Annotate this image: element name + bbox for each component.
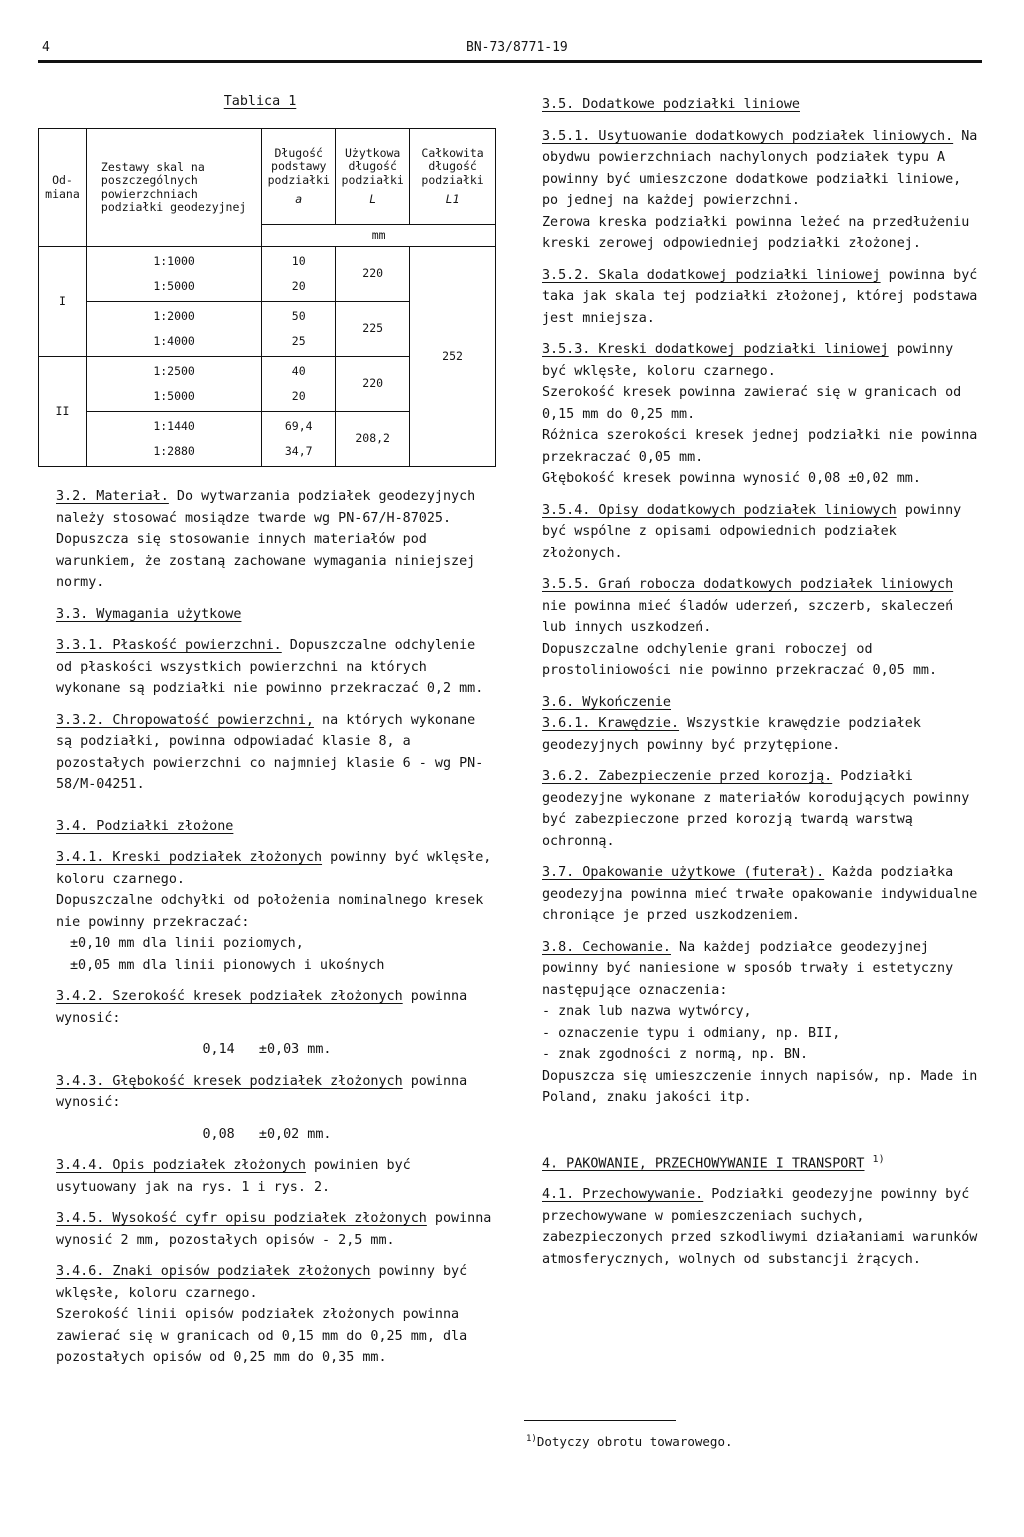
header-unit: mm (262, 225, 496, 247)
section-3-2: 3.2. Materiał. Do wytwarzania podziałek geodezyjnych należy stosować mosiądze twarde wg PN-67/H-87025. (56, 489, 476, 526)
odmiana-II: II (39, 357, 87, 467)
L1-value: 252 (410, 247, 496, 467)
table-row: 1:2500 1:5000 (86, 357, 261, 412)
table-row: 1:2000 1:4000 (86, 302, 261, 357)
header-calkowita: Całkowita długość podziałki L1 (410, 129, 496, 225)
section-3-6-title: 3.6. Wykończenie (542, 694, 671, 710)
section-3-5-4: 3.5.4. Opisy dodatkowych podziałek liniowych powinny być wspólne z opisami odpowiednich podziałek złożonych. (542, 502, 962, 561)
section-4-title: 4. PAKOWANIE, PRZECHOWYWANIE I TRANSPORT $^{1)}$ (542, 1153, 885, 1171)
section-3-4-3: 3.4.3. Głębokość kresek podziałek złożonych powinna wynosić: (56, 1073, 468, 1110)
section-3-8: 3.8. Cechowanie. Na każdej podziałce geodezyjnej powinny być naniesione w sposób trwały i estetyczny następujące oznaczenia: (542, 939, 954, 998)
scale-table: Od- miana Zestawy skal na poszczególnych powierzchniach podziałki geodezyjnej Długość podstawy podziałki a Użytkowa długość podziałki L Całkowita długość podziałki L1 mm I 1:1000 1:5000 10 20 220 252 1:2000 1:4000 50 25 225 II 1:2500 1:5000 40 20 220 1:1440 1:2880 69,4 34,7 208,2 (38, 128, 496, 467)
section-3-4-1: 3.4.1. Kreski podziałek złożonych powinny być wklęsłe, koloru czarnego. (56, 850, 492, 887)
section-3-6-1: 3.6.1. Krawędzie. Wszystkie krawędzie podziałek geodezyjnych powinny być przytępione. (542, 716, 921, 753)
section-3-4-6: 3.4.6. Znaki opisów podziałek złożonych powinny być wklęsłe, koloru czarnego. (56, 1264, 468, 1301)
section-3-5-3: 3.5.3. Kreski dodatkowej podziałki liniowej powinny być wklęsłe, koloru czarnego. (542, 342, 954, 379)
header-dlugosc: Długość podstawy podziałki a (262, 129, 336, 225)
section-3-4-5: 3.4.5. Wysokość cyfr opisu podziałek złożonych powinna wynosić 2 mm, pozostałych opisów - 2,5 mm. (56, 1211, 492, 1248)
header-zestawy: Zestawy skal na poszczególnych powierzchniach podziałki geodezyjnej (86, 129, 261, 247)
section-3-3-title: 3.3. Wymagania użytkowe (56, 606, 242, 622)
section-3-5-title: 3.5. Dodatkowe podziałki liniowe (542, 97, 800, 112)
section-3-3-2: 3.3.2. Chropowatość powierzchni, na których wykonane są podziałki, powinna odpowiadać klasie 8, a pozostałych powierzchni co najmniej klasie 6 - wg PN-58/M-04251. (56, 712, 484, 792)
section-3-4-2: 3.4.2. Szerokość kresek podziałek złożonych powinna wynosić: (56, 989, 468, 1026)
section-3-4-4: 3.4.4. Opis podziałek złożonych powinien być usytuowany jak na rys. 1 i rys. 2. (56, 1158, 411, 1195)
header-rule (38, 60, 982, 63)
page-number: 4 (42, 40, 50, 55)
document-code: BN-73/8771-19 (466, 40, 568, 55)
section-4-1: 4.1. Przechowywanie. Podziałki geodezyjne powinny być przechowywane w pomieszczeniach suchych, zabezpieczonych przed szkodliwymi działaniami warunków atmosferycznych, wolnych od substancji żrących. (542, 1187, 978, 1267)
odmiana-I: I (39, 247, 87, 357)
table-caption: Tablica 1 (223, 94, 297, 109)
section-3-4-title: 3.4. Podziałki złożone (56, 818, 234, 834)
section-3-6-2: 3.6.2. Zabezpieczenie przed korozją. Podziałki geodezyjne wykonane z materiałów korodujących powinny być zabezpieczone przed korozją twardą warstwą ochronną. (542, 769, 970, 849)
section-3-3-1: 3.3.1. Płaskość powierzchni. Dopuszczalne odchylenie od płaskości wszystkich powierzchni na których wykonane są podziałki nie powinno przekraczać 0,2 mm. (56, 638, 484, 696)
table-row: 1:1440 1:2880 (86, 412, 261, 467)
table-row: 1:1000 1:5000 (86, 247, 261, 302)
right-column: 3.5. Dodatkowe podziałki liniowe 3.5.1. Usytuowanie dodatkowych podziałek liniowych. Na obydwu powierzchniach nachylonych podziałek typu A powinny być umieszczone dodatkowe podziałki liniowe, po jednej na każdej powierzchni. Zerowa kreska podziałki powinna leżeć na przedłużeniu kreski zerowej odpowiedniej podziałki złożonej. 3.5.2. Skala dodatkowej podziałki liniowej powinna być taka jak skala tej podziałki złożonej, której podstawa jest mniejsza. 3.5.3. Kreski dodatkowej podziałki liniowej powinny być wklęsłe, koloru czarnego. Szerokość kresek powinna zawierać się w granicach od 0,15 mm do 0,25 mm. Różnica szerokości kresek jednej podziałki nie powinna przekraczać 0,05 mm. Głębokość kresek powinna wynosić 0,08 ±0,02 mm. 3.5.4. Opisy dodatkowych podziałek liniowych powinny być wspólne z opisami odpowiednich podziałek złożonych. 3.5.5. Grań robocza dodatkowych podziałek liniowych nie powinna mieć śladów uderzeń, szczerb, skaleczeń lub innych uszkodzeń. Dopuszczalne odchylenie grani roboczej od prostoliniowości nie powinno przekraczać 0,05 mm. 3.6. Wykończenie 3.6.1. Krawędzie. Wszystkie krawędzie podziałek geodezyjnych powinny być przytępione. 3.6.2. Zabezpieczenie przed korozją. Podziałki geodezyjne wykonane z materiałów korodujących powinny być zabezpieczone przed korozją twardą warstwą ochronną. 3.7. Opakowanie użytkowe (futerał). Każda podziałka geodezyjna powinna mieć trwałe opakowanie indywidualne chroniące je przed uszkodzeniem. 3.8. Cechowanie. Na każdej podziałce geodezyjnej powinny być naniesione w sposób trwały i estetyczny następujące oznaczenia: - znak lub nazwa wytwórcy, - oznaczenie typu i odmiany, np. BII, - znak zgodności z normą, np. BN. Dopuszcza się umieszczenie innych napisów, np. Made in Poland, znaku jakości itp. 4. PAKOWANIE, PRZECHOWYWANIE I TRANSPORT $^{1)}$ 4.1. Przechowywanie. Podziałki geodezyjne powinny być przechowywane w pomieszczeniach suchych, zabezpieczonych przed szkodliwymi działaniami warunków atmosferycznych, wolnych od substancji żrących. (524, 94, 982, 1270)
section-3-5-5: 3.5.5. Grań robocza dodatkowych podziałek liniowych nie powinna mieć śladów uderzeń, szczerb, skaleczeń lub innych uszkodzeń. (542, 577, 954, 635)
section-3-7: 3.7. Opakowanie użytkowe (futerał). Każda podziałka geodezyjna powinna mieć trwałe opakowanie indywidualne chroniące je przed uszkodzeniem. (542, 865, 978, 923)
section-3-5-2: 3.5.2. Skala dodatkowej podziałki liniowej powinna być taka jak skala tej podziałki złożonej, której podstawa jest mniejsza. (542, 267, 978, 326)
header-uzytkowa: Użytkowa długość podziałki L (336, 129, 410, 225)
left-column: 3.2. Materiał. Do wytwarzania podziałek geodezyjnych należy stosować mosiądze twarde wg PN-67/H-87025. Dopuszcza się stosowanie innych materiałów pod warunkiem, że zostaną zachowane wymagania niniejszej normy. 3.3. Wymagania użytkowe 3.3.1. Płaskość powierzchni. Dopuszczalne odchylenie od płaskości wszystkich powierzchni na których wykonane są podziałki nie powinno przekraczać 0,2 mm. 3.3.2. Chropowatość powierzchni, na których wykonane są podziałki, powinna odpowiadać klasie 8, a pozostałych powierzchni co najmniej klasie 6 - wg PN-58/M-04251. 3.4. Podziałki złożone 3.4.1. Kreski podziałek złożonych powinny być wklęsłe, koloru czarnego. Dopuszczalne odchyłki od położenia nominalnego kresek nie powinny przekraczać: ±0,10 mm dla linii poziomych, ±0,05 mm dla linii pionowych i ukośnych 3.4.2. Szerokość kresek podziałek złożonych powinna wynosić: 0,14 ±0,03 mm. 3.4.3. Głębokość kresek podziałek złożonych powinna wynosić: 0,08 ±0,02 mm. 3.4.4. Opis podziałek złożonych powinien być usytuowany jak na rys. 1 i rys. 2. 3.4.5. Wysokość cyfr opisu podziałek złożonych powinna wynosić 2 mm, pozostałych opisów - 2,5 mm. 3.4.6. Znaki opisów podziałek złożonych powinny być wklęsłe, koloru czarnego. Szerokość linii opisów podziałek złożonych powinna zawierać się w granicach od 0,15 mm do 0,25 mm, dla pozostałych opisów od 0,25 mm do 0,35 mm. (38, 486, 496, 1369)
footnote: $^{1)}$Dotyczy obrotu towarowego. (526, 1434, 733, 1450)
footnote-rule (524, 1420, 676, 1421)
section-3-5-1: 3.5.1. Usytuowanie dodatkowych podziałek liniowych. Na obydwu powierzchniach nachylonych podziałek typu A powinny być umieszczone dodatkowe podziałki liniowe, po jednej na każdej powierzchni. (542, 128, 978, 208)
header-odmiana: Od- miana (39, 129, 87, 247)
